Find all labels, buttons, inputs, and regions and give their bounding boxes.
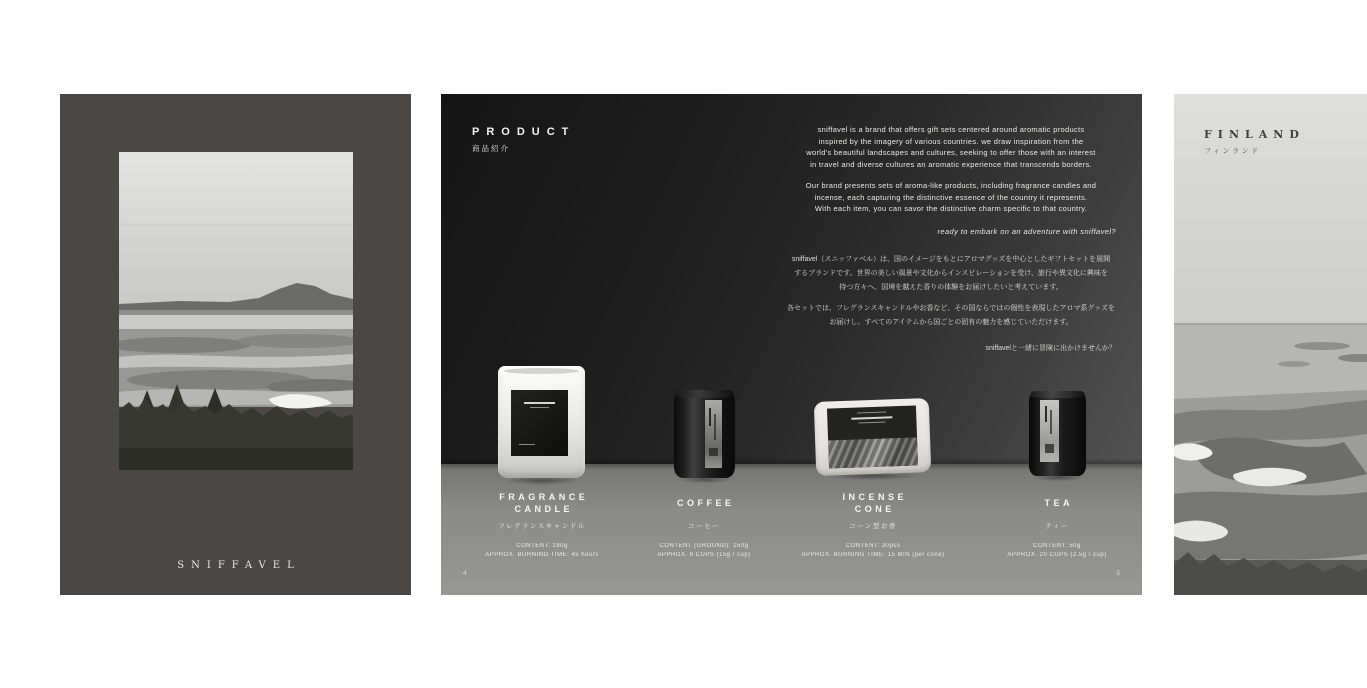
islet (1294, 342, 1350, 350)
label-footer-mark (519, 444, 535, 445)
intro-line: Our brand presents sets of aroma-like products, including fragrance candles and (805, 181, 1097, 190)
label-photo-mark (709, 448, 718, 456)
country-title: FINLAND (1204, 128, 1305, 141)
intro-en-tagline: ready to embark on an adventure with sniffavel? (937, 226, 1116, 236)
brand-intro-text (786, 124, 1116, 353)
finland-landscape-photo (1174, 94, 1367, 595)
page-title: PRODUCT (472, 126, 576, 138)
intro-line: するブランドです。世界の美しい風景や文化からインスピレーションを受け、旅行や異文化に興味を (794, 269, 1108, 277)
product-spec-extra: APPROX. 20 CUPS (2.5g / cup) (1007, 552, 1107, 558)
product-spec-content: CONTENT (GROUND): 150g (659, 543, 749, 549)
cover-landscape-art (119, 152, 353, 470)
product-spec-content: CONTENT: 30pcs (845, 543, 901, 549)
intro-line: in travel and diverse cultures an aromatic experience that transcends borders. (810, 159, 1092, 169)
incense-front-label (827, 405, 918, 468)
product-name (972, 490, 1142, 516)
product-name-ja: フレグランスキャンドル (498, 523, 586, 530)
intro-line: sniffavel（スニッファベル）は、国のイメージをもとにアロマグッズを中心としたギフトセットを展開 (791, 255, 1111, 263)
tea-side-label (1040, 400, 1059, 462)
label-header-mark (857, 412, 886, 414)
label-subtitle-mark (530, 407, 549, 408)
label-title-mark (851, 416, 892, 419)
intro-ja-paragraph-2 (786, 302, 1116, 330)
cover-page (60, 94, 411, 595)
page-number-right: 5 (1116, 570, 1120, 577)
product-spec-extra: APPROX. BURNING TIME: 45 hours (485, 552, 599, 558)
label-title-mark (524, 402, 555, 404)
product-photo-incense-tin (814, 398, 932, 476)
page-subtitle-ja: 商品紹介 (472, 144, 510, 153)
product-name-line1: FRAGRANCE (499, 492, 589, 502)
label-vertical-mark (1050, 410, 1052, 434)
country-page-finland (1174, 94, 1367, 595)
label-vertical-mark (714, 414, 716, 440)
intro-line: world's beautiful landscapes and cultures, seeking to offer those with an interest (806, 148, 1096, 157)
product-spec-content: CONTENT: 190g (516, 543, 568, 549)
intro-line: inspired by the imagery of various countries. we draw inspiration from the (818, 136, 1084, 146)
product-name-ja: コーヒー (688, 523, 720, 530)
lake (119, 315, 353, 329)
intro-line: With each item, you can savor the distinctive charm specific to that country. (814, 204, 1088, 213)
sea (1174, 324, 1367, 399)
product-name-line2: CONE (854, 504, 895, 514)
product-page (441, 94, 1142, 595)
product-spec-content: CONTENT: 50g (1033, 543, 1081, 549)
product-name-line1: COFFEE (676, 498, 735, 508)
intro-en-paragraph-1 (786, 124, 1116, 170)
product-name-ja: ティー (1045, 523, 1069, 530)
product-caption-fragrance-candle (457, 490, 627, 560)
product-name (619, 490, 789, 516)
intro-line: 持つ方々へ、国境を越えた香りの体験をお届けしたいと考えています。 (839, 283, 1063, 291)
coffee-side-label (705, 400, 722, 468)
product-caption-incense-cone (788, 490, 958, 560)
intro-line: sniffavel is a brand that offers gift sets centered around aromatic products (817, 125, 1085, 134)
product-name-line1: TEA (1044, 498, 1073, 508)
product-photo-tea-can (1029, 391, 1086, 476)
cover-landscape-photo (119, 152, 353, 470)
label-vertical-mark (709, 408, 711, 426)
product-name-line2: CANDLE (514, 504, 573, 514)
product-spec-extra: APPROX. 8 CUPS (15g / cup) (657, 552, 751, 558)
product-photo-coffee-can (674, 390, 735, 478)
intro-ja-tagline: sniffavelと一緒に冒険に出かけませんか？ (985, 344, 1116, 352)
label-landscape-photo (828, 438, 918, 469)
intro-line: 各セットでは、フレグランスキャンドルやお香など、その国ならではの個性を表現したアロマ系グッズを (787, 304, 1115, 312)
intro-ja-paragraph-1 (786, 253, 1116, 295)
product-name-line1: INCENSE (842, 492, 907, 502)
product-name (788, 490, 958, 516)
brand-logotype: SNIFFAVEL (177, 560, 301, 571)
intro-line: お届けし、すべてのアイテムから国ごとの固有の魅力を感じていただけます。 (829, 318, 1073, 326)
label-subtitle-mark (858, 422, 885, 424)
product-photo-fragrance-candle (498, 366, 585, 478)
page-number-left: 4 (463, 570, 467, 577)
intro-en-paragraph-2 (786, 180, 1116, 215)
candle-front-label (511, 390, 568, 456)
product-spec-extra: APPROX. BURNING TIME: 15 MIN (per cone) (801, 552, 945, 558)
product-name (457, 490, 627, 516)
product-caption-tea (972, 490, 1142, 560)
country-subtitle-ja: フィンランド (1204, 148, 1261, 155)
product-caption-coffee (619, 490, 789, 560)
product-name-ja: コーン型お香 (849, 523, 897, 530)
label-vertical-mark (1045, 406, 1047, 422)
label-photo-mark (1045, 444, 1054, 453)
intro-line: incense, each capturing the distinctive essence of the country it represents. (814, 192, 1088, 202)
